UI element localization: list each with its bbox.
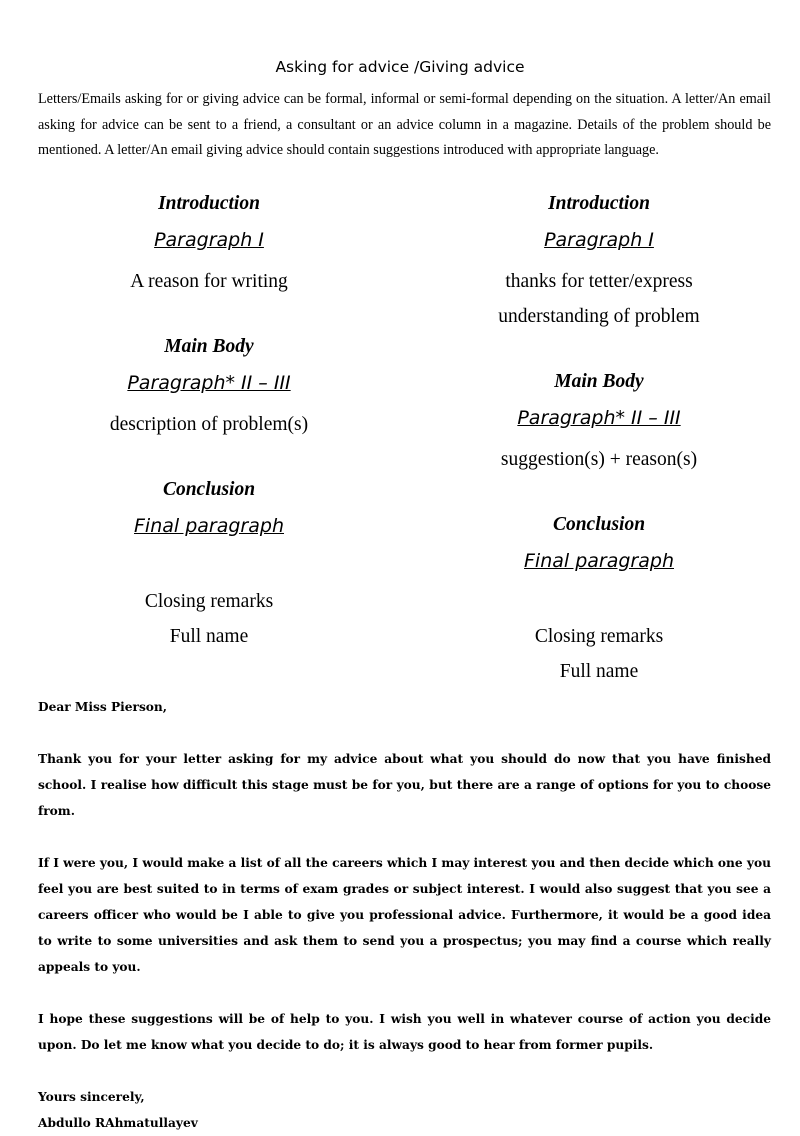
right-paragraph-1-label: Paragraph I: [544, 229, 654, 251]
letter-greeting: Dear Miss Pierson,: [38, 700, 168, 714]
intro-paragraph: Letters/Emails asking for or giving advice can be formal, informal or semi-formal depending on the situation. A letter/An email asking for advice can be sent to a friend, a consultant or an advice column in a magazine. Details of the problem should be mentioned. A letter/An email giving advice should contain suggestions introduced with appropriate language.: [38, 91, 771, 158]
left-final-paragraph-label: Final paragraph: [134, 515, 284, 537]
letter-paragraph-3: I hope these suggestions will be of help to you. I wish you well in whatever course of action you decide upon. Do let me know what you decide to do; it is always good to hear from former pupils.: [38, 1012, 771, 1052]
letter-paragraph-1: Thank you for your letter asking for my advice about what you should do now that you have finished school. I realise how difficult this stage must be for you, but there are a range of options for you to choose from.: [38, 752, 771, 818]
right-closing-remarks: Closing remarks: [534, 626, 664, 647]
left-introduction-heading: Introduction: [158, 193, 260, 214]
left-paragraph-2-3-label: Paragraph* II – III: [127, 372, 291, 394]
left-main-body-heading: Main Body: [164, 336, 254, 357]
right-introduction-heading: Introduction: [548, 193, 650, 214]
left-closing-remarks: Closing remarks: [144, 591, 274, 612]
sample-letter: [38, 694, 771, 1136]
right-thanks-line-1: thanks for tetter/express: [505, 271, 693, 292]
right-paragraph-2-3-label: Paragraph* II – III: [517, 407, 681, 429]
letter-sign-off: Yours sincerely,: [38, 1090, 145, 1104]
left-full-name: Full name: [169, 626, 249, 647]
right-main-body-heading: Main Body: [554, 371, 644, 392]
left-conclusion-heading: Conclusion: [162, 479, 256, 500]
letter-paragraph-2: If I were you, I would make a list of all the careers which I may interest you and then decide which one you feel you are best suited to in terms of exam grades or subject interest. I would also suggest that you see a careers officer who would be I able to give you professional advice. Furthermore, it would be a good idea to write to some universities and ask them to send you a prospectus; you may find a course which really appeals to you.: [38, 856, 771, 974]
right-final-paragraph-label: Final paragraph: [524, 550, 674, 572]
giving-advice-outline: [429, 190, 769, 689]
asking-advice-outline: [39, 190, 379, 654]
right-thanks-line-2: understanding of problem: [498, 306, 700, 327]
right-conclusion-heading: Conclusion: [552, 514, 646, 535]
right-full-name: Full name: [559, 661, 639, 682]
letter-signature: Abdullo RAhmatullayev: [38, 1116, 198, 1130]
document-title: Asking for advice /Giving advice: [275, 58, 525, 76]
left-description-text: description of problem(s): [109, 414, 309, 435]
right-suggestions-text: suggestion(s) + reason(s): [500, 449, 698, 470]
left-reason-text: A reason for writing: [130, 271, 288, 292]
left-paragraph-1-label: Paragraph I: [154, 229, 264, 251]
